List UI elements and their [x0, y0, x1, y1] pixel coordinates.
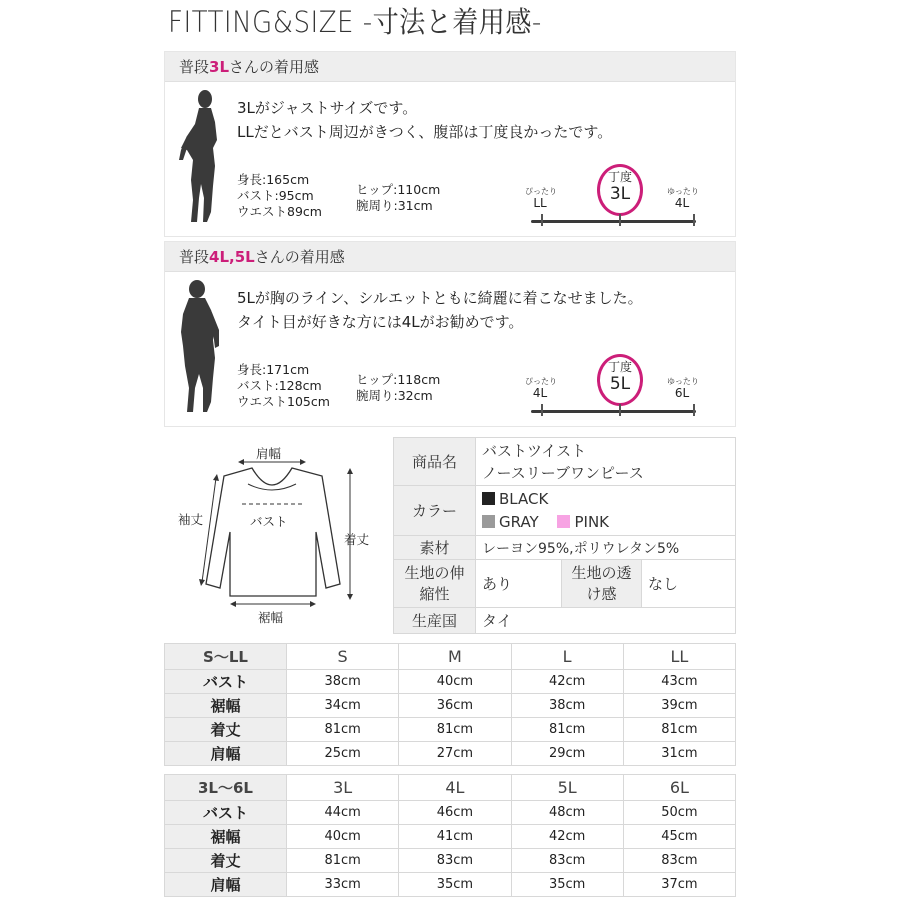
- table-row: [165, 849, 736, 873]
- size-table-s-ll: [164, 643, 736, 766]
- table-cell: 25cm: [287, 742, 399, 766]
- spec-value: なし: [642, 560, 736, 608]
- table-row: [165, 801, 736, 825]
- table-cell: 27cm: [399, 742, 511, 766]
- fit-scale-tight: 4L: [532, 386, 548, 400]
- table-cell: 44cm: [287, 801, 399, 825]
- size-col-header: 6L: [623, 775, 735, 801]
- size-col-header: 3L: [287, 775, 399, 801]
- spec-key: カラー: [394, 486, 476, 536]
- table-cell: 39cm: [623, 694, 735, 718]
- size-col-header: LL: [623, 644, 735, 670]
- table-cell: 81cm: [511, 718, 623, 742]
- page-title: FITTING&SIZE -寸法と着用感-: [168, 5, 542, 39]
- size-col-header: L: [511, 644, 623, 670]
- table-cell: 81cm: [287, 849, 399, 873]
- diagram-label-length: 着丈: [344, 532, 370, 547]
- table-cell: 81cm: [623, 718, 735, 742]
- spec-key: 生地の透け感: [562, 560, 642, 608]
- row-label: 肩幅: [165, 742, 287, 766]
- spec-value: BLACK GRAY PINK: [476, 486, 736, 536]
- diagram-label-shoulder: 肩幅: [256, 446, 282, 461]
- table-cell: 34cm: [287, 694, 399, 718]
- fit-scale: ぴったり 4L 丁度 5L ゆったり 6L: [521, 354, 721, 424]
- fit-scale-good: 5L: [609, 374, 631, 394]
- model-measurements: 身長:165cm バスト:95cm ウエスト89cm: [237, 172, 322, 219]
- table-cell: 37cm: [623, 873, 735, 897]
- fitting-panel-3l: [164, 51, 736, 237]
- diagram-label-sleeve: 袖丈: [178, 512, 204, 527]
- spec-value: タイ: [476, 608, 736, 634]
- fitting-heading-size: 4L,5L: [209, 248, 255, 266]
- spec-row-origin: [394, 608, 736, 634]
- model-silhouette-icon: [173, 88, 223, 228]
- size-table-header: [165, 775, 736, 801]
- model-silhouette-icon: [173, 278, 223, 418]
- row-label: バスト: [165, 670, 287, 694]
- table-cell: 40cm: [287, 825, 399, 849]
- table-row: [165, 670, 736, 694]
- table-cell: 33cm: [287, 873, 399, 897]
- table-cell: 41cm: [399, 825, 511, 849]
- table-cell: 42cm: [511, 670, 623, 694]
- table-cell: 81cm: [287, 718, 399, 742]
- fitting-heading: 普段3Lさんの着用感: [165, 52, 735, 82]
- table-cell: 45cm: [623, 825, 735, 849]
- size-col-header: M: [399, 644, 511, 670]
- table-cell: 46cm: [399, 801, 511, 825]
- fitting-heading: 普段4L,5Lさんの着用感: [165, 242, 735, 272]
- size-col-header: S: [287, 644, 399, 670]
- table-cell: 31cm: [623, 742, 735, 766]
- spec-key: 商品名: [394, 438, 476, 486]
- row-label: 肩幅: [165, 873, 287, 897]
- garment-diagram: [164, 432, 386, 634]
- table-cell: 40cm: [399, 670, 511, 694]
- fitting-heading-size: 3L: [209, 58, 230, 76]
- size-col-header: 4L: [399, 775, 511, 801]
- color-swatch-gray: [482, 515, 495, 528]
- table-row: [165, 873, 736, 897]
- spec-row-product: [394, 438, 736, 486]
- table-row: [165, 694, 736, 718]
- fitting-comment: 3Lがジャストサイズです。 LLだとバスト周辺がきつく、腹部は丁度良かったです。: [237, 99, 613, 141]
- spec-key: 素材: [394, 536, 476, 560]
- table-cell: 42cm: [511, 825, 623, 849]
- model-measurements: 身長:171cm バスト:128cm ウエスト105cm: [237, 362, 330, 409]
- row-label: 裾幅: [165, 694, 287, 718]
- row-label: 裾幅: [165, 825, 287, 849]
- table-cell: 38cm: [287, 670, 399, 694]
- fit-scale: ぴったり LL 丁度 3L ゆったり 4L: [521, 164, 721, 234]
- table-cell: 81cm: [399, 718, 511, 742]
- row-label: 着丈: [165, 849, 287, 873]
- spec-key: 生産国: [394, 608, 476, 634]
- size-table-header: [165, 644, 736, 670]
- spec-row-color: [394, 486, 736, 536]
- fitting-panel-4l-5l: [164, 241, 736, 427]
- table-row: [165, 742, 736, 766]
- spec-value: あり: [476, 560, 562, 608]
- table-row: [165, 825, 736, 849]
- table-cell: 83cm: [511, 849, 623, 873]
- table-cell: 36cm: [399, 694, 511, 718]
- spec-row-material: [394, 536, 736, 560]
- table-cell: 83cm: [399, 849, 511, 873]
- table-row: [165, 718, 736, 742]
- spec-value: レーヨン95%,ポリウレタン5%: [476, 536, 736, 560]
- table-cell: 38cm: [511, 694, 623, 718]
- table-cell: 48cm: [511, 801, 623, 825]
- fit-scale-loose: 6L: [674, 386, 690, 400]
- size-range-label: S～LL: [165, 644, 287, 670]
- diagram-label-hem: 裾幅: [258, 610, 284, 625]
- row-label: バスト: [165, 801, 287, 825]
- fit-scale-tight: LL: [533, 196, 547, 210]
- table-cell: 50cm: [623, 801, 735, 825]
- fit-scale-good: 3L: [609, 184, 631, 204]
- size-range-label: 3L～6L: [165, 775, 287, 801]
- row-label: 着丈: [165, 718, 287, 742]
- spec-value: バストツイスト ノースリーブワンピース: [476, 438, 736, 486]
- size-col-header: 5L: [511, 775, 623, 801]
- fit-scale-loose: 4L: [674, 196, 690, 210]
- model-measurements-2: ヒップ:118cm 腕周り:32cm: [356, 372, 441, 403]
- color-swatch-black: [482, 492, 495, 505]
- table-cell: 83cm: [623, 849, 735, 873]
- table-cell: 35cm: [399, 873, 511, 897]
- spec-key: 生地の伸縮性: [394, 560, 476, 608]
- table-cell: 29cm: [511, 742, 623, 766]
- diagram-label-bust: バスト: [250, 514, 288, 529]
- table-cell: 35cm: [511, 873, 623, 897]
- product-spec-table: [393, 437, 736, 634]
- table-cell: 43cm: [623, 670, 735, 694]
- fitting-comment: 5Lが胸のライン、シルエットともに綺麗に着こなせました。 タイト目が好きな方には4Lがお勧めです。: [237, 289, 643, 331]
- size-table-3l-6l: [164, 774, 736, 897]
- spec-row-fabric: [394, 560, 736, 608]
- model-measurements-2: ヒップ:110cm 腕周り:31cm: [356, 182, 441, 213]
- color-swatch-pink: [557, 515, 570, 528]
